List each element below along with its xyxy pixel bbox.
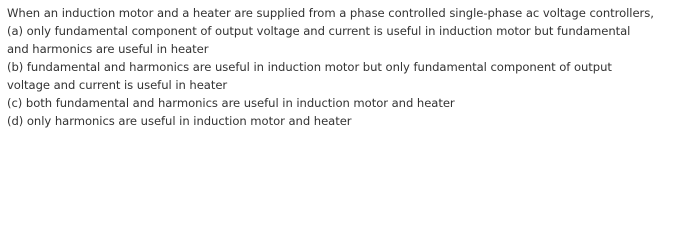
option-b-line-1: (b) fundamental and harmonics are useful in induction motor but only fundamental component of output <box>7 60 612 74</box>
option-d-line-1: (d) only harmonics are useful in induction motor and heater <box>7 114 352 128</box>
option-a-line-1: (a) only fundamental component of output voltage and current is useful in induction motor but fundamental <box>7 24 631 38</box>
option-a-line-2: and harmonics are useful in heater <box>7 42 209 56</box>
option-c-line-1: (c) both fundamental and harmonics are useful in induction motor and heater <box>7 96 455 110</box>
option-b <box>7 58 691 94</box>
option-a <box>7 22 691 58</box>
question-block <box>7 4 691 130</box>
option-b-line-2: voltage and current is useful in heater <box>7 78 228 92</box>
option-c <box>7 94 691 112</box>
question-stem: When an induction motor and a heater are supplied from a phase controlled single-phase ac voltage controllers, <box>7 6 654 20</box>
option-d <box>7 112 691 130</box>
